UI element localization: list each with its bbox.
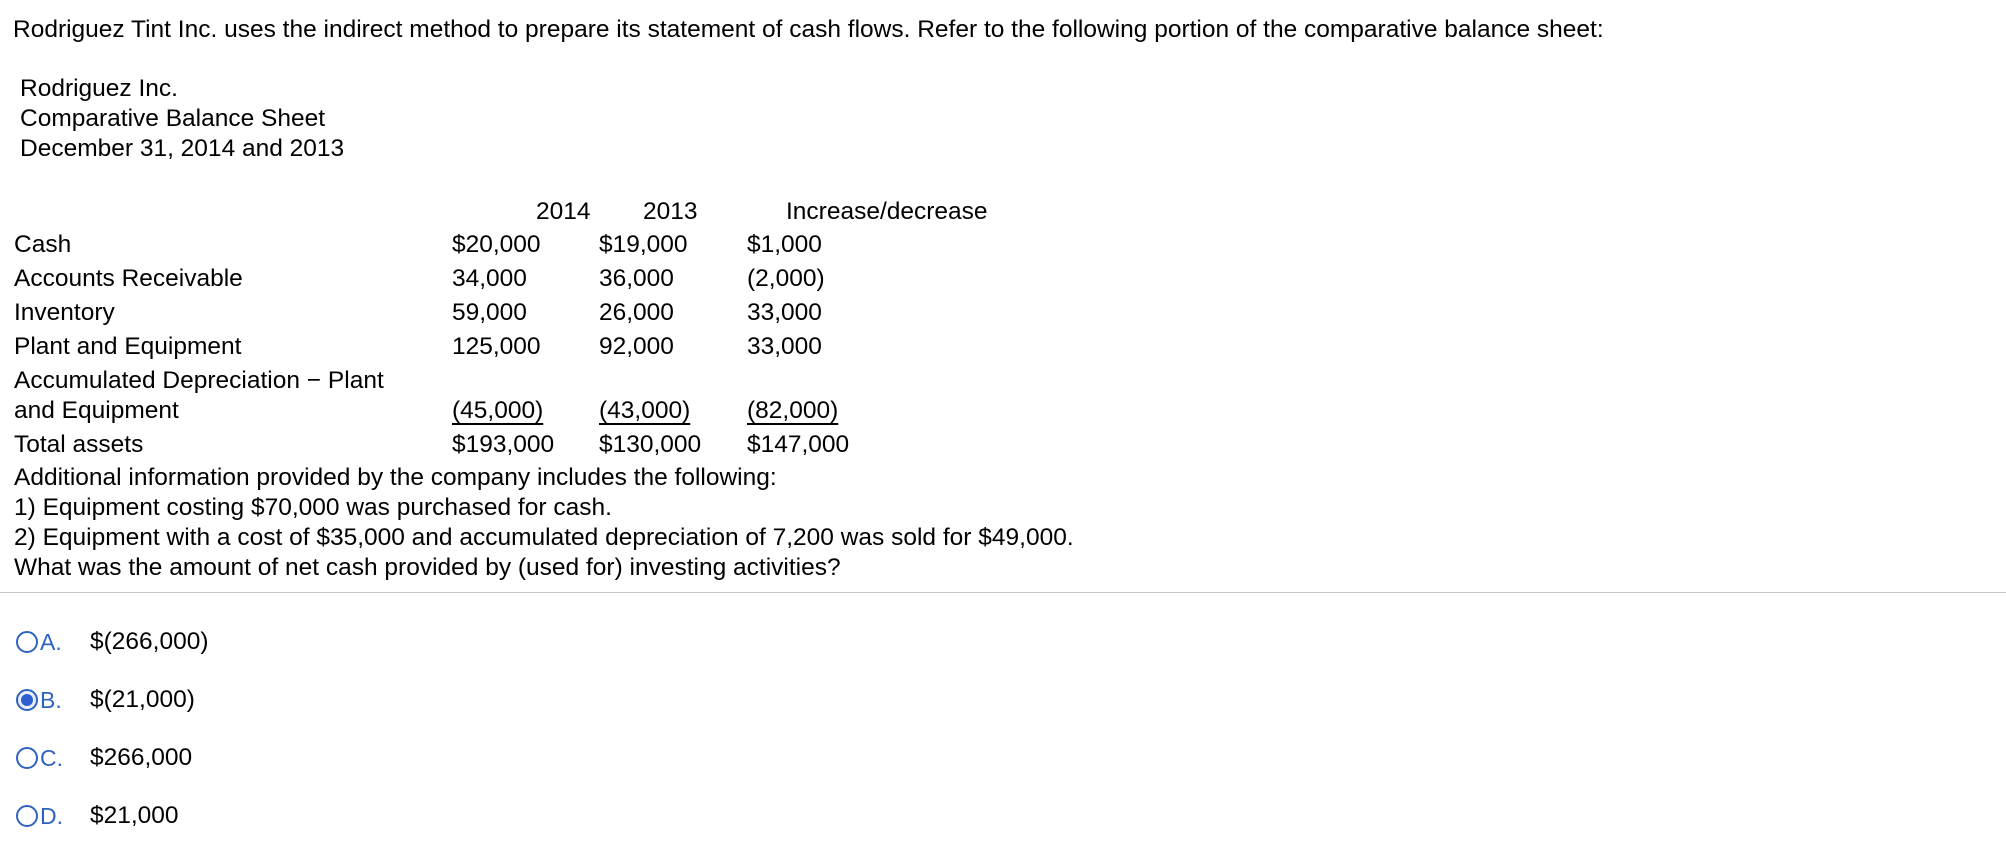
choice-text: $21,000 [90,802,179,829]
row-label-line2: and Equipment [14,397,179,424]
row-label: Plant and Equipment [14,333,242,360]
choice-text: $(21,000) [90,686,195,713]
value-2013: $19,000 [599,231,688,258]
row-label: Accounts Receivable [14,265,243,292]
value-change: (2,000) [747,265,825,292]
question-text: What was the amount of net cash provided by (used for) investing activities? [14,554,841,581]
value-change: $147,000 [747,431,850,458]
radio-button-icon[interactable] [16,805,38,827]
radio-button-icon[interactable] [16,747,38,769]
radio-button-selected-icon[interactable] [16,689,38,711]
value-2013: 26,000 [599,299,674,326]
value-change: (82,000) [747,397,839,424]
choice-letter: B. [40,686,62,713]
choice-text: $(266,000) [90,628,209,655]
column-header-2013: 2013 [643,198,698,225]
additional-info-heading: Additional information provided by the company includes the following: [14,464,777,491]
divider [0,592,2006,593]
choice-text: $266,000 [90,744,193,771]
value-2014: $193,000 [452,431,555,458]
answer-choice-d[interactable] [16,800,179,832]
value-2014: 59,000 [452,299,527,326]
choice-letter: A. [40,628,62,655]
value-2013: $130,000 [599,431,702,458]
column-header-change: Increase/decrease [786,198,988,225]
value-2014: $20,000 [452,231,541,258]
answer-choice-c[interactable] [16,742,192,774]
value-2014: 125,000 [452,333,541,360]
value-change: 33,000 [747,333,822,360]
statement-date: December 31, 2014 and 2013 [20,135,345,162]
answer-choice-a[interactable] [16,626,209,658]
radio-button-icon[interactable] [16,631,38,653]
value-2013: (43,000) [599,397,691,424]
row-label-line1: Accumulated Depreciation − Plant [14,367,384,394]
row-label: Total assets [14,431,144,458]
answer-choice-b[interactable] [16,684,195,716]
row-label: Cash [14,231,72,258]
choice-letter: D. [40,802,63,829]
choice-letter: C. [40,744,63,771]
company-name: Rodriguez Inc. [20,75,178,102]
value-2013: 36,000 [599,265,674,292]
additional-info-item-1: 1) Equipment costing $70,000 was purchased for cash. [14,494,612,521]
column-header-2014: 2014 [536,198,591,225]
statement-title: Comparative Balance Sheet [20,105,326,132]
value-2014: (45,000) [452,397,544,424]
value-change: $1,000 [747,231,822,258]
row-label: Inventory [14,299,115,326]
value-change: 33,000 [747,299,822,326]
value-2013: 92,000 [599,333,674,360]
question-intro: Rodriguez Tint Inc. uses the indirect method to prepare its statement of cash flows. Refer to the following portion of the comparative balance sheet: [13,16,1604,43]
value-2014: 34,000 [452,265,527,292]
additional-info-item-2: 2) Equipment with a cost of $35,000 and accumulated depreciation of 7,200 was sold for $49,000. [14,524,1074,551]
